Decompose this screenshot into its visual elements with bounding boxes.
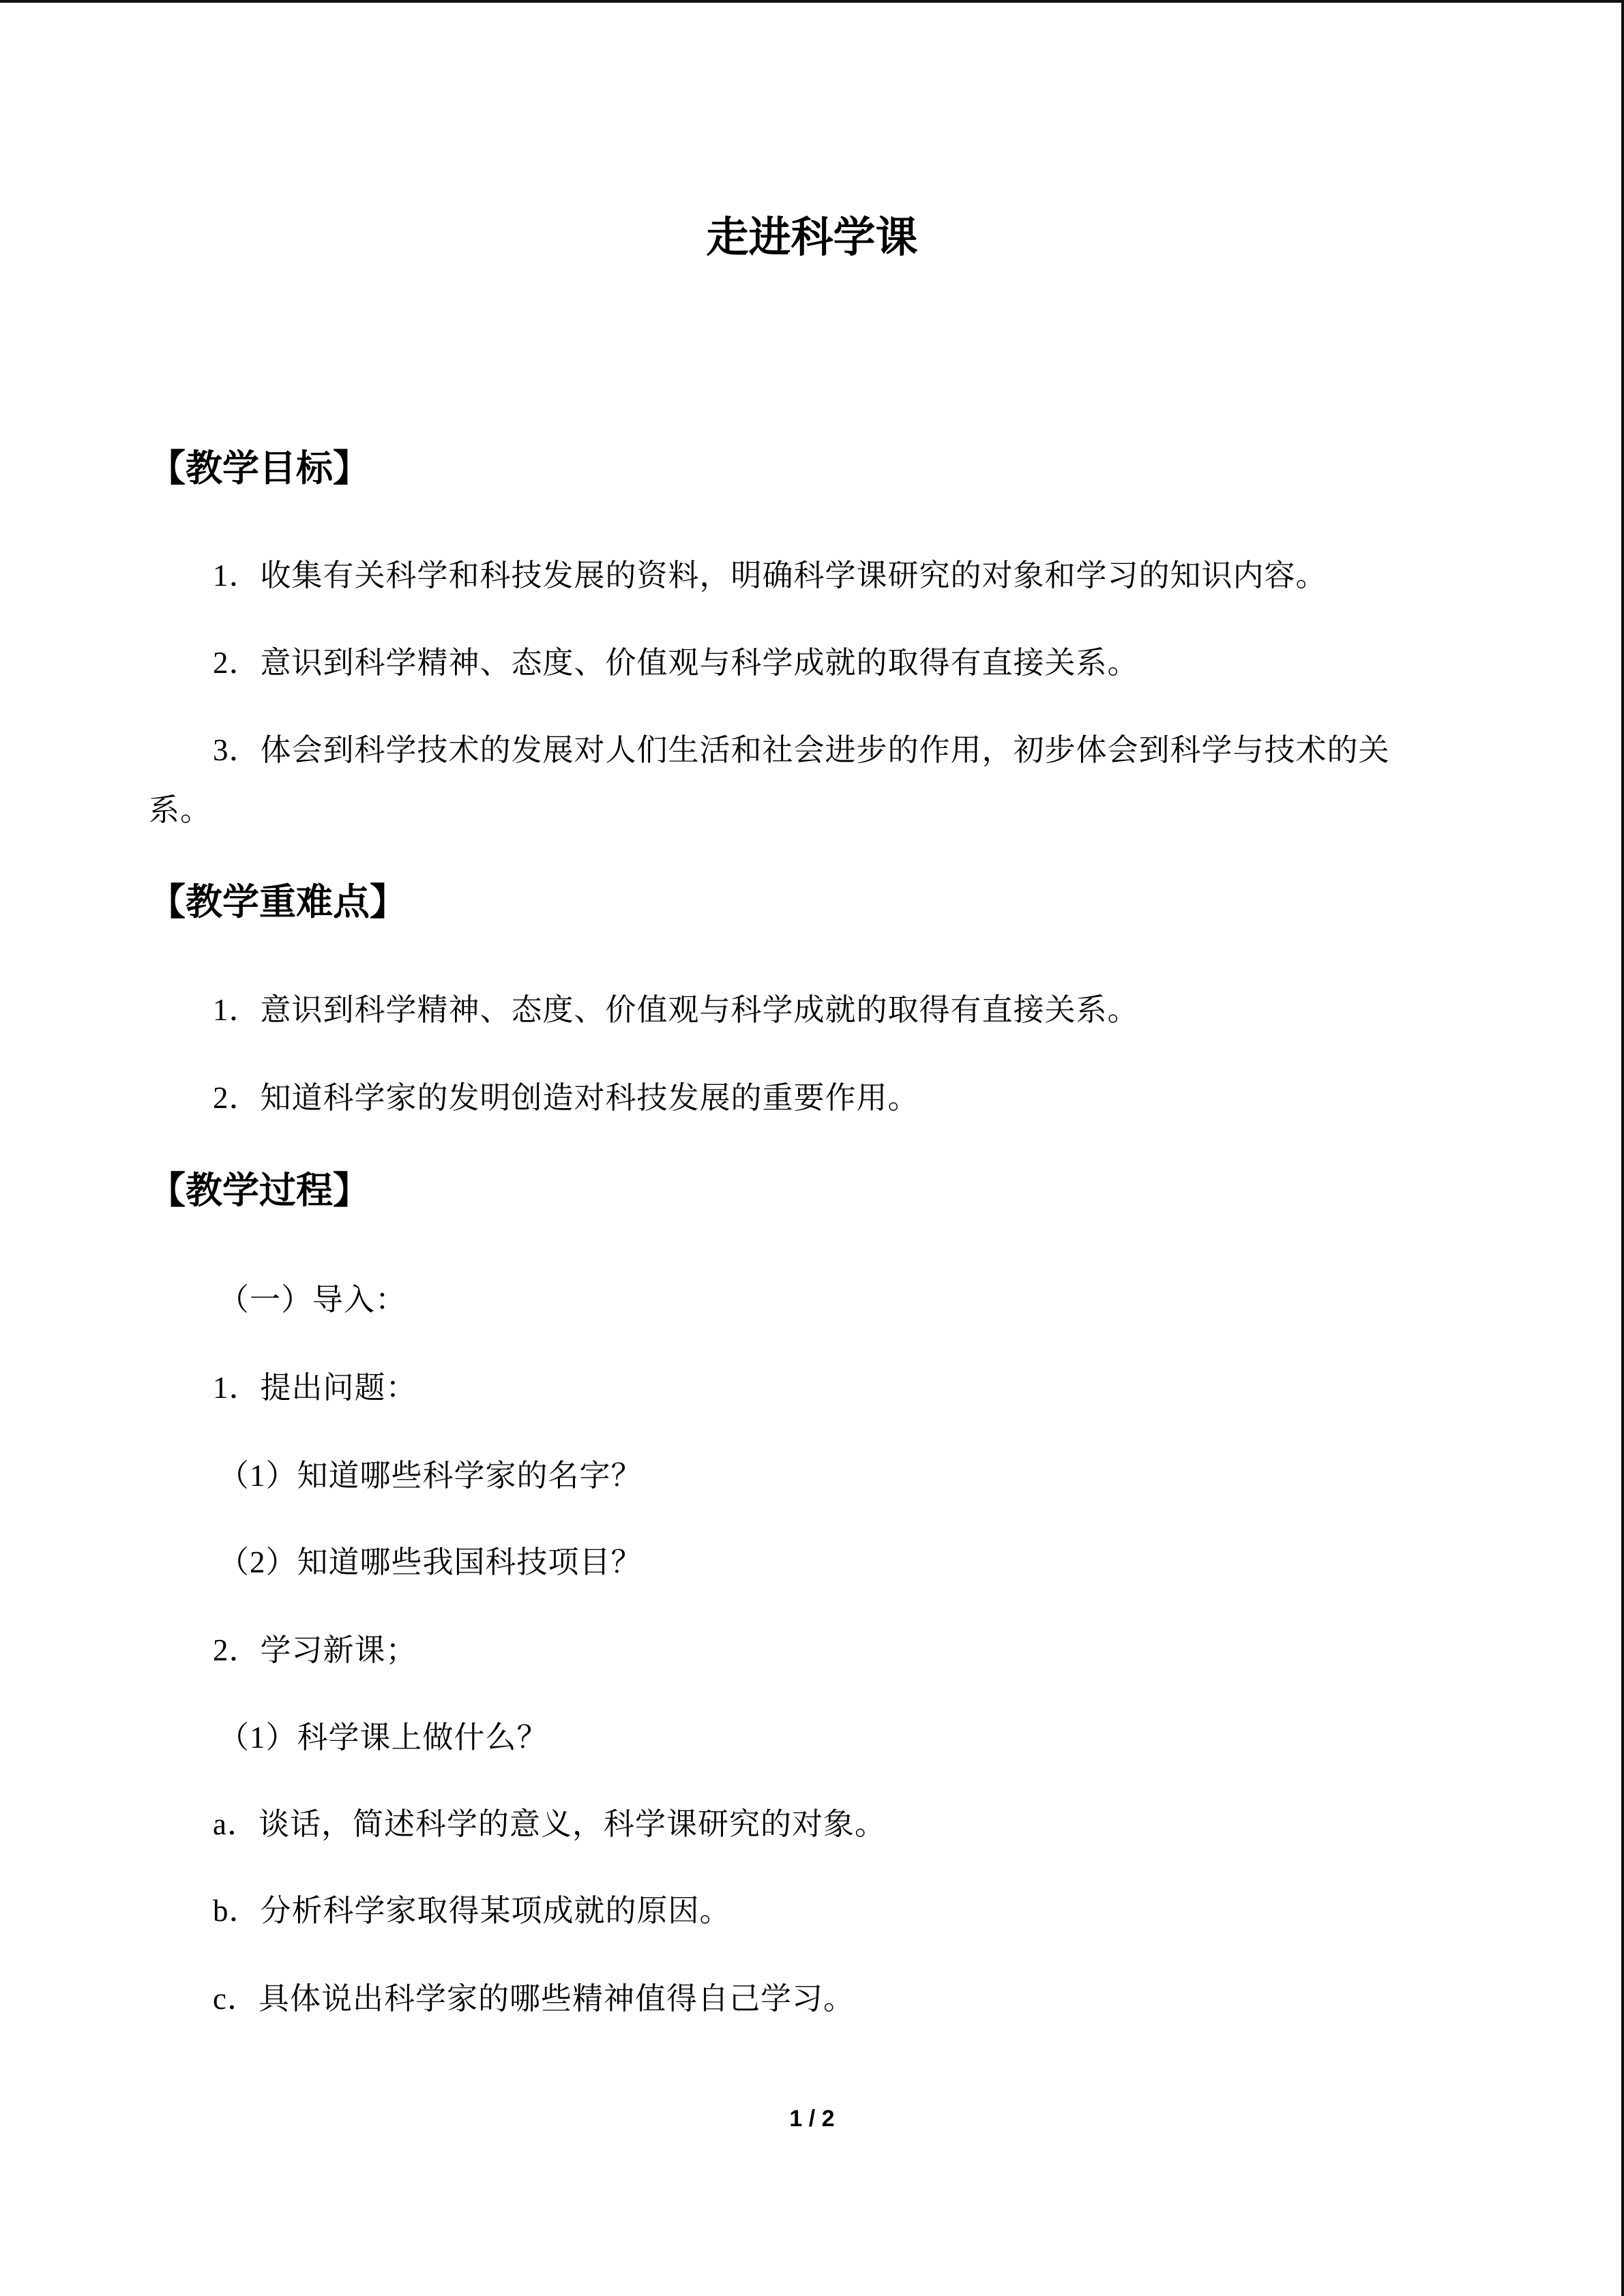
objective-item-3-continued: 系。 xyxy=(149,793,212,827)
process-item-question-1: （1）知道哪些科学家的名字？ xyxy=(218,1459,643,1493)
objective-item-1: 1．收集有关科学和科技发展的资料，明确科学课研究的对象和学习的知识内容。 xyxy=(213,558,1327,593)
process-item-intro: （一）导入： xyxy=(218,1283,407,1317)
objective-item-2: 2．意识到科学精神、态度、价值观与科学成就的取得有直接关系。 xyxy=(213,646,1139,680)
key-point-item-2: 2．知道科学家的发明创造对科技发展的重要作用。 xyxy=(213,1081,919,1115)
process-item-new-lesson: 2．学习新课； xyxy=(213,1633,417,1667)
process-item-question-2: （2）知道哪些我国科技项目？ xyxy=(218,1545,643,1579)
process-item-c: c．具体说出科学家的哪些精神值得自己学习。 xyxy=(213,1982,855,2016)
key-point-item-1: 1．意识到科学精神、态度、价值观与科学成就的取得有直接关系。 xyxy=(213,993,1139,1027)
section-heading-key-points: 【教学重难点】 xyxy=(149,882,407,923)
page-number: 1 / 2 xyxy=(789,2106,835,2132)
process-item-b: b．分析科学家取得某项成就的原因。 xyxy=(213,1894,731,1928)
page-border-right xyxy=(1621,0,1624,2296)
process-item-what-in-class: （1）科学课上做什么？ xyxy=(218,1720,548,1755)
document-title: 走进科学课 xyxy=(706,215,918,261)
process-item-a: a．谈话，简述科学的意义，科学课研究的对象。 xyxy=(213,1807,886,1841)
objective-item-3: 3．体会到科学技术的发展对人们生活和社会进步的作用，初步体会到科学与技术的关 xyxy=(213,733,1390,767)
page-border-top xyxy=(0,0,1624,3)
section-heading-process: 【教学过程】 xyxy=(149,1170,370,1211)
section-heading-objectives: 【教学目标】 xyxy=(149,448,370,489)
process-item-ask-questions: 1．提出问题： xyxy=(213,1371,417,1405)
